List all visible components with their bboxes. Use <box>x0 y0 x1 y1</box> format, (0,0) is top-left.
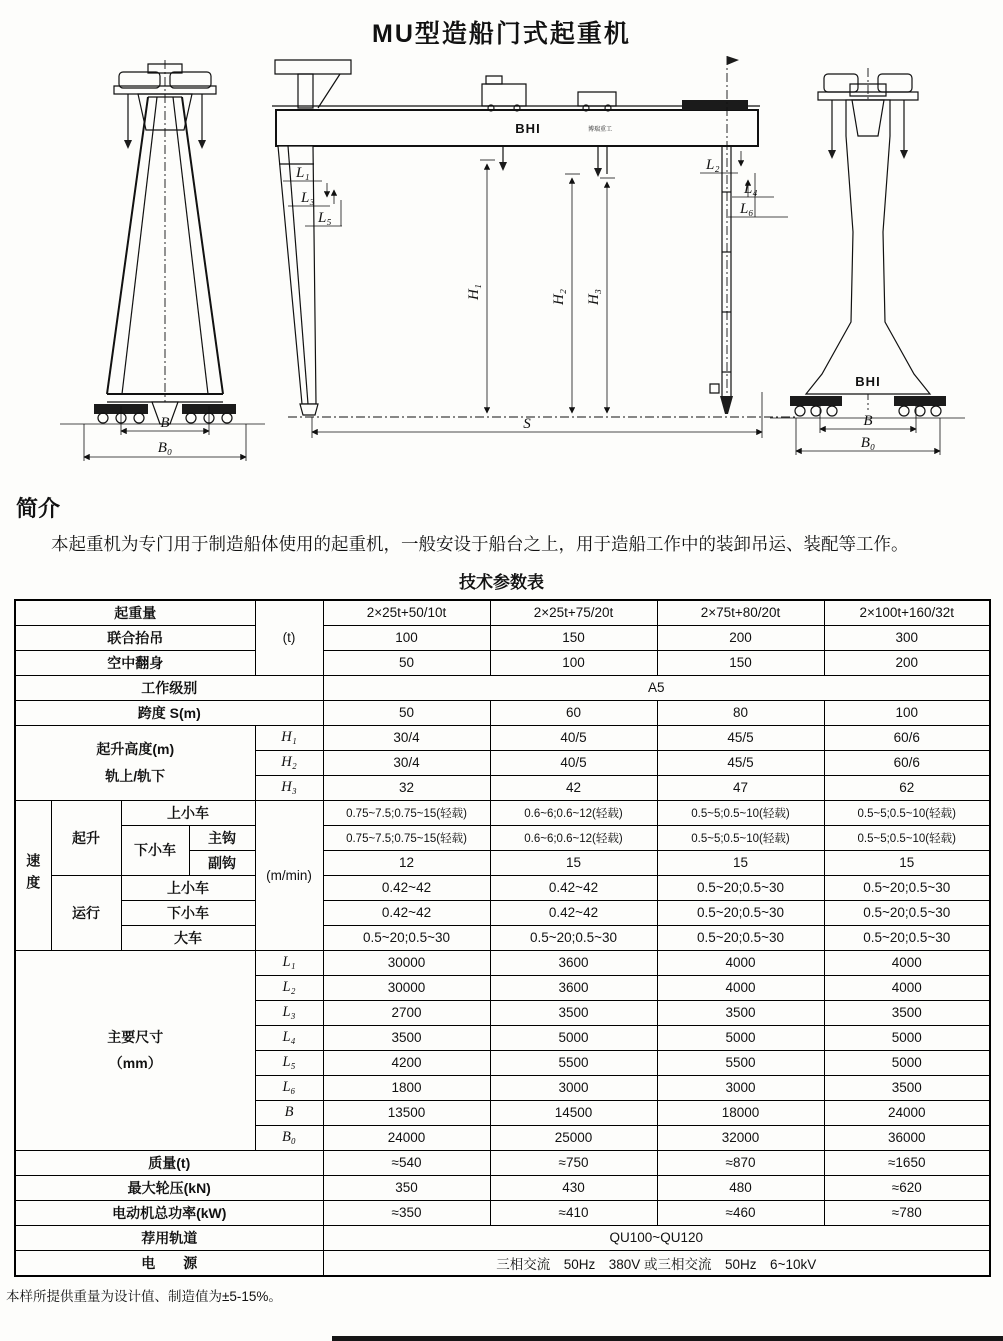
row-wheel-load <box>15 1175 990 1200</box>
cell: 0.5~20;0.5~30 <box>490 925 657 950</box>
row-lifting-height-h1 <box>15 725 990 750</box>
cell: 62 <box>824 775 990 800</box>
cell: 5000 <box>824 1050 990 1075</box>
cell: 0.5~20;0.5~30 <box>824 900 990 925</box>
symbol-cell: B₀ <box>255 1125 323 1150</box>
flexible-leg <box>278 146 316 404</box>
cell: 2×25t+75/20t <box>490 600 657 626</box>
intro-paragraph: 本起重机为专门用于制造船体使用的起重机，一般安设于船台之上，用于造船工作中的装卸吊运、装配等工作。 <box>51 534 909 554</box>
cell: 0.5~5;0.5~10(轻载) <box>824 800 990 825</box>
cell: 3500 <box>323 1025 490 1050</box>
row-label: 联合抬吊 <box>15 625 255 650</box>
symbol-cell: L₃ <box>255 1000 323 1025</box>
cell: 0.6~6;0.6~12(轻载) <box>490 825 657 850</box>
cell: 4000 <box>824 950 990 975</box>
cell: 480 <box>657 1175 824 1200</box>
dim-l2-label: L₂ <box>706 157 720 173</box>
label-line1: 主要尺寸 <box>107 1028 164 1045</box>
cell: 2700 <box>323 1000 490 1025</box>
cell: 80 <box>657 700 824 725</box>
cell: 3500 <box>824 1075 990 1100</box>
cell: 32 <box>323 775 490 800</box>
cell: 350 <box>323 1175 490 1200</box>
cell: 5000 <box>657 1025 824 1050</box>
row-recommended-rail <box>15 1225 990 1250</box>
cell: 1800 <box>323 1075 490 1100</box>
symbol-cell: H₁ <box>255 725 323 750</box>
upper-trolley-label: 上小车 <box>121 800 255 825</box>
dim-h2-label: H₂ <box>551 288 567 306</box>
cell: 36000 <box>824 1125 990 1150</box>
cell: 0.5~20;0.5~30 <box>657 900 824 925</box>
cell: 40/5 <box>490 725 657 750</box>
cell: 2×100t+160/32t <box>824 600 990 626</box>
cell: 0.5~5;0.5~10(轻载) <box>824 825 990 850</box>
gantry-label: 大车 <box>121 925 255 950</box>
dim-s-label: S <box>523 416 531 432</box>
page-title: MU型造船门式起重机 <box>372 20 631 48</box>
row-speed-travel-lower-trolley <box>15 900 990 925</box>
right-leg-front-view <box>770 68 965 455</box>
cell: 0.42~42 <box>490 900 657 925</box>
cell: 3000 <box>490 1075 657 1100</box>
cell: 150 <box>490 625 657 650</box>
cell: 18000 <box>657 1100 824 1125</box>
cell: 2×75t+80/20t <box>657 600 824 626</box>
dim-b0-right-label: B₀ <box>860 435 876 451</box>
cell: 5000 <box>824 1025 990 1050</box>
cell: 200 <box>824 650 990 675</box>
row-span <box>15 700 990 725</box>
cell: ≈870 <box>657 1150 824 1175</box>
row-label: 最大轮压(kN) <box>15 1175 323 1200</box>
cell: 0.42~42 <box>323 875 490 900</box>
symbol-cell: L₅ <box>255 1050 323 1075</box>
intro-heading: 简介 <box>16 496 61 521</box>
cell: ≈780 <box>824 1200 990 1225</box>
cell: ≈460 <box>657 1200 824 1225</box>
cell: 4200 <box>323 1050 490 1075</box>
symbol-cell: L₄ <box>255 1025 323 1050</box>
row-motor-power <box>15 1200 990 1225</box>
crane-technical-drawing <box>0 52 1003 482</box>
cell: 4000 <box>657 975 824 1000</box>
cell: 60/6 <box>824 750 990 775</box>
cell: ≈620 <box>824 1175 990 1200</box>
row-speed-travel-upper-trolley <box>15 875 990 900</box>
row-label <box>15 725 255 800</box>
cell: 0.5~20;0.5~30 <box>824 925 990 950</box>
symbol-cell: L₁ <box>255 950 323 975</box>
cell: 3500 <box>490 1000 657 1025</box>
table-title: 技术参数表 <box>459 572 544 592</box>
cell: 300 <box>824 625 990 650</box>
row-label: 荐用轨道 <box>15 1225 323 1250</box>
cell: 24000 <box>824 1100 990 1125</box>
cell: 0.5~20;0.5~30 <box>657 875 824 900</box>
row-power-supply <box>15 1250 990 1276</box>
cell: 13500 <box>323 1100 490 1125</box>
cell: 100 <box>490 650 657 675</box>
dims-group-label <box>15 950 255 1150</box>
symbol-cell: B <box>255 1100 323 1125</box>
aux-hook-label: 副钩 <box>189 850 255 875</box>
row-label: 空中翻身 <box>15 650 255 675</box>
dim-b0-left-label: B₀ <box>157 440 173 456</box>
cell: 3600 <box>490 975 657 1000</box>
cell: 100 <box>323 625 490 650</box>
girder-brand-text: BHI <box>515 121 541 136</box>
row-air-turnover <box>15 650 990 675</box>
girder-maker-text: 博瑞重工 <box>587 127 613 133</box>
cell: 50 <box>323 650 490 675</box>
dim-b-left-label: B <box>160 415 170 431</box>
cell: 200 <box>657 625 824 650</box>
leg-brand-text: BHI <box>855 374 881 389</box>
row-duty-class <box>15 675 990 700</box>
cell: 0.5~5;0.5~10(轻载) <box>657 800 824 825</box>
dim-h1-label: H₁ <box>466 283 482 301</box>
symbol-cell: H₃ <box>255 775 323 800</box>
cell: 30/4 <box>323 750 490 775</box>
row-speed-upper-trolley-hoist <box>15 800 990 825</box>
main-hook-label: 主钩 <box>189 825 255 850</box>
cell: 30000 <box>323 975 490 1000</box>
cell: 3600 <box>490 950 657 975</box>
cell: ≈1650 <box>824 1150 990 1175</box>
cell: 45/5 <box>657 750 824 775</box>
cell: 0.5~20;0.5~30 <box>824 875 990 900</box>
footnote: 本样所提供重量为设计值、制造值为±5-15%。 <box>6 1288 282 1304</box>
cell: 42 <box>490 775 657 800</box>
symbol-cell: L₆ <box>255 1075 323 1100</box>
cell: 2×25t+50/10t <box>323 600 490 626</box>
label-line2: 轨上/轨下 <box>105 767 166 784</box>
cell: 15 <box>657 850 824 875</box>
cell: 0.42~42 <box>323 900 490 925</box>
cell: ≈540 <box>323 1150 490 1175</box>
technical-parameters-table <box>14 599 991 1277</box>
cell: 45/5 <box>657 725 824 750</box>
elevation-view <box>272 56 795 438</box>
cell: 5500 <box>490 1050 657 1075</box>
cell: 三相交流 50Hz 380V 或三相交流 50Hz 6~10kV <box>323 1250 990 1276</box>
cell: 15 <box>824 850 990 875</box>
row-dim-l1 <box>15 950 990 975</box>
cell: QU100~QU120 <box>323 1225 990 1250</box>
cell: 5500 <box>657 1050 824 1075</box>
cell: 430 <box>490 1175 657 1200</box>
label-line1: 起升高度(m) <box>96 741 175 758</box>
row-mass <box>15 1150 990 1175</box>
cell: 4000 <box>824 975 990 1000</box>
cell: 0.5~20;0.5~30 <box>657 925 824 950</box>
cell: 3500 <box>657 1000 824 1025</box>
dim-l6-label: L₆ <box>740 201 754 217</box>
cell: ≈350 <box>323 1200 490 1225</box>
row-label: 电动机总功率(kW) <box>15 1200 323 1225</box>
travel-label: 运行 <box>51 875 121 950</box>
hoist-label: 起升 <box>51 800 121 875</box>
dim-h3-label: H₃ <box>586 288 602 306</box>
cell: 5000 <box>490 1025 657 1050</box>
symbol-cell: H₂ <box>255 750 323 775</box>
cell: 24000 <box>323 1125 490 1150</box>
row-combined-lift <box>15 625 990 650</box>
cell: 30/4 <box>323 725 490 750</box>
dim-l3-label: L₃ <box>301 190 315 206</box>
dim-l4-label: L₄ <box>744 181 758 197</box>
cell: 47 <box>657 775 824 800</box>
cell: 0.42~42 <box>490 875 657 900</box>
dim-l5-label: L₅ <box>318 210 332 226</box>
row-label: 起重量 <box>15 600 255 626</box>
label-line2: （mm） <box>108 1055 162 1072</box>
cell: 3500 <box>824 1000 990 1025</box>
unit-cell: (m/min) <box>255 800 323 950</box>
cell: 0.5~5;0.5~10(轻载) <box>657 825 824 850</box>
row-speed-lower-trolley-main-hook <box>15 825 990 850</box>
row-speed-gantry <box>15 925 990 950</box>
cell: ≈750 <box>490 1150 657 1175</box>
row-label: 质量(t) <box>15 1150 323 1175</box>
rigid-leg-column <box>806 100 930 394</box>
cell: 100 <box>824 700 990 725</box>
left-leg-front-view <box>60 60 265 461</box>
cell: 25000 <box>490 1125 657 1150</box>
cell: 60 <box>490 700 657 725</box>
unit-cell: (t) <box>255 600 323 676</box>
cell: A5 <box>323 675 990 700</box>
cell: 150 <box>657 650 824 675</box>
cell: 12 <box>323 850 490 875</box>
cell: 0.75~7.5;0.75~15(轻载) <box>323 825 490 850</box>
lower-trolley-label: 下小车 <box>121 825 189 875</box>
page-bottom-edge <box>332 1336 1003 1341</box>
speed-group-label: 速度 <box>15 800 51 950</box>
cell: 60/6 <box>824 725 990 750</box>
row-lifting-capacity <box>15 600 990 626</box>
cell: 14500 <box>490 1100 657 1125</box>
cell: 15 <box>490 850 657 875</box>
cell: 30000 <box>323 950 490 975</box>
cell: ≈410 <box>490 1200 657 1225</box>
cell: 0.5~20;0.5~30 <box>323 925 490 950</box>
cell: 4000 <box>657 950 824 975</box>
row-label: 跨度 S(m) <box>15 700 323 725</box>
cell: 40/5 <box>490 750 657 775</box>
row-label: 电 源 <box>15 1250 323 1276</box>
lower-trolley-label: 下小车 <box>121 900 255 925</box>
row-label: 工作级别 <box>15 675 323 700</box>
cell: 3000 <box>657 1075 824 1100</box>
dim-b-right-label: B <box>863 413 873 429</box>
upper-trolley-label: 上小车 <box>121 875 255 900</box>
symbol-cell: L₂ <box>255 975 323 1000</box>
cell: 50 <box>323 700 490 725</box>
cell: 0.75~7.5;0.75~15(轻载) <box>323 800 490 825</box>
cell: 0.6~6;0.6~12(轻载) <box>490 800 657 825</box>
dim-l1-label: L₁ <box>296 165 310 181</box>
cell: 32000 <box>657 1125 824 1150</box>
